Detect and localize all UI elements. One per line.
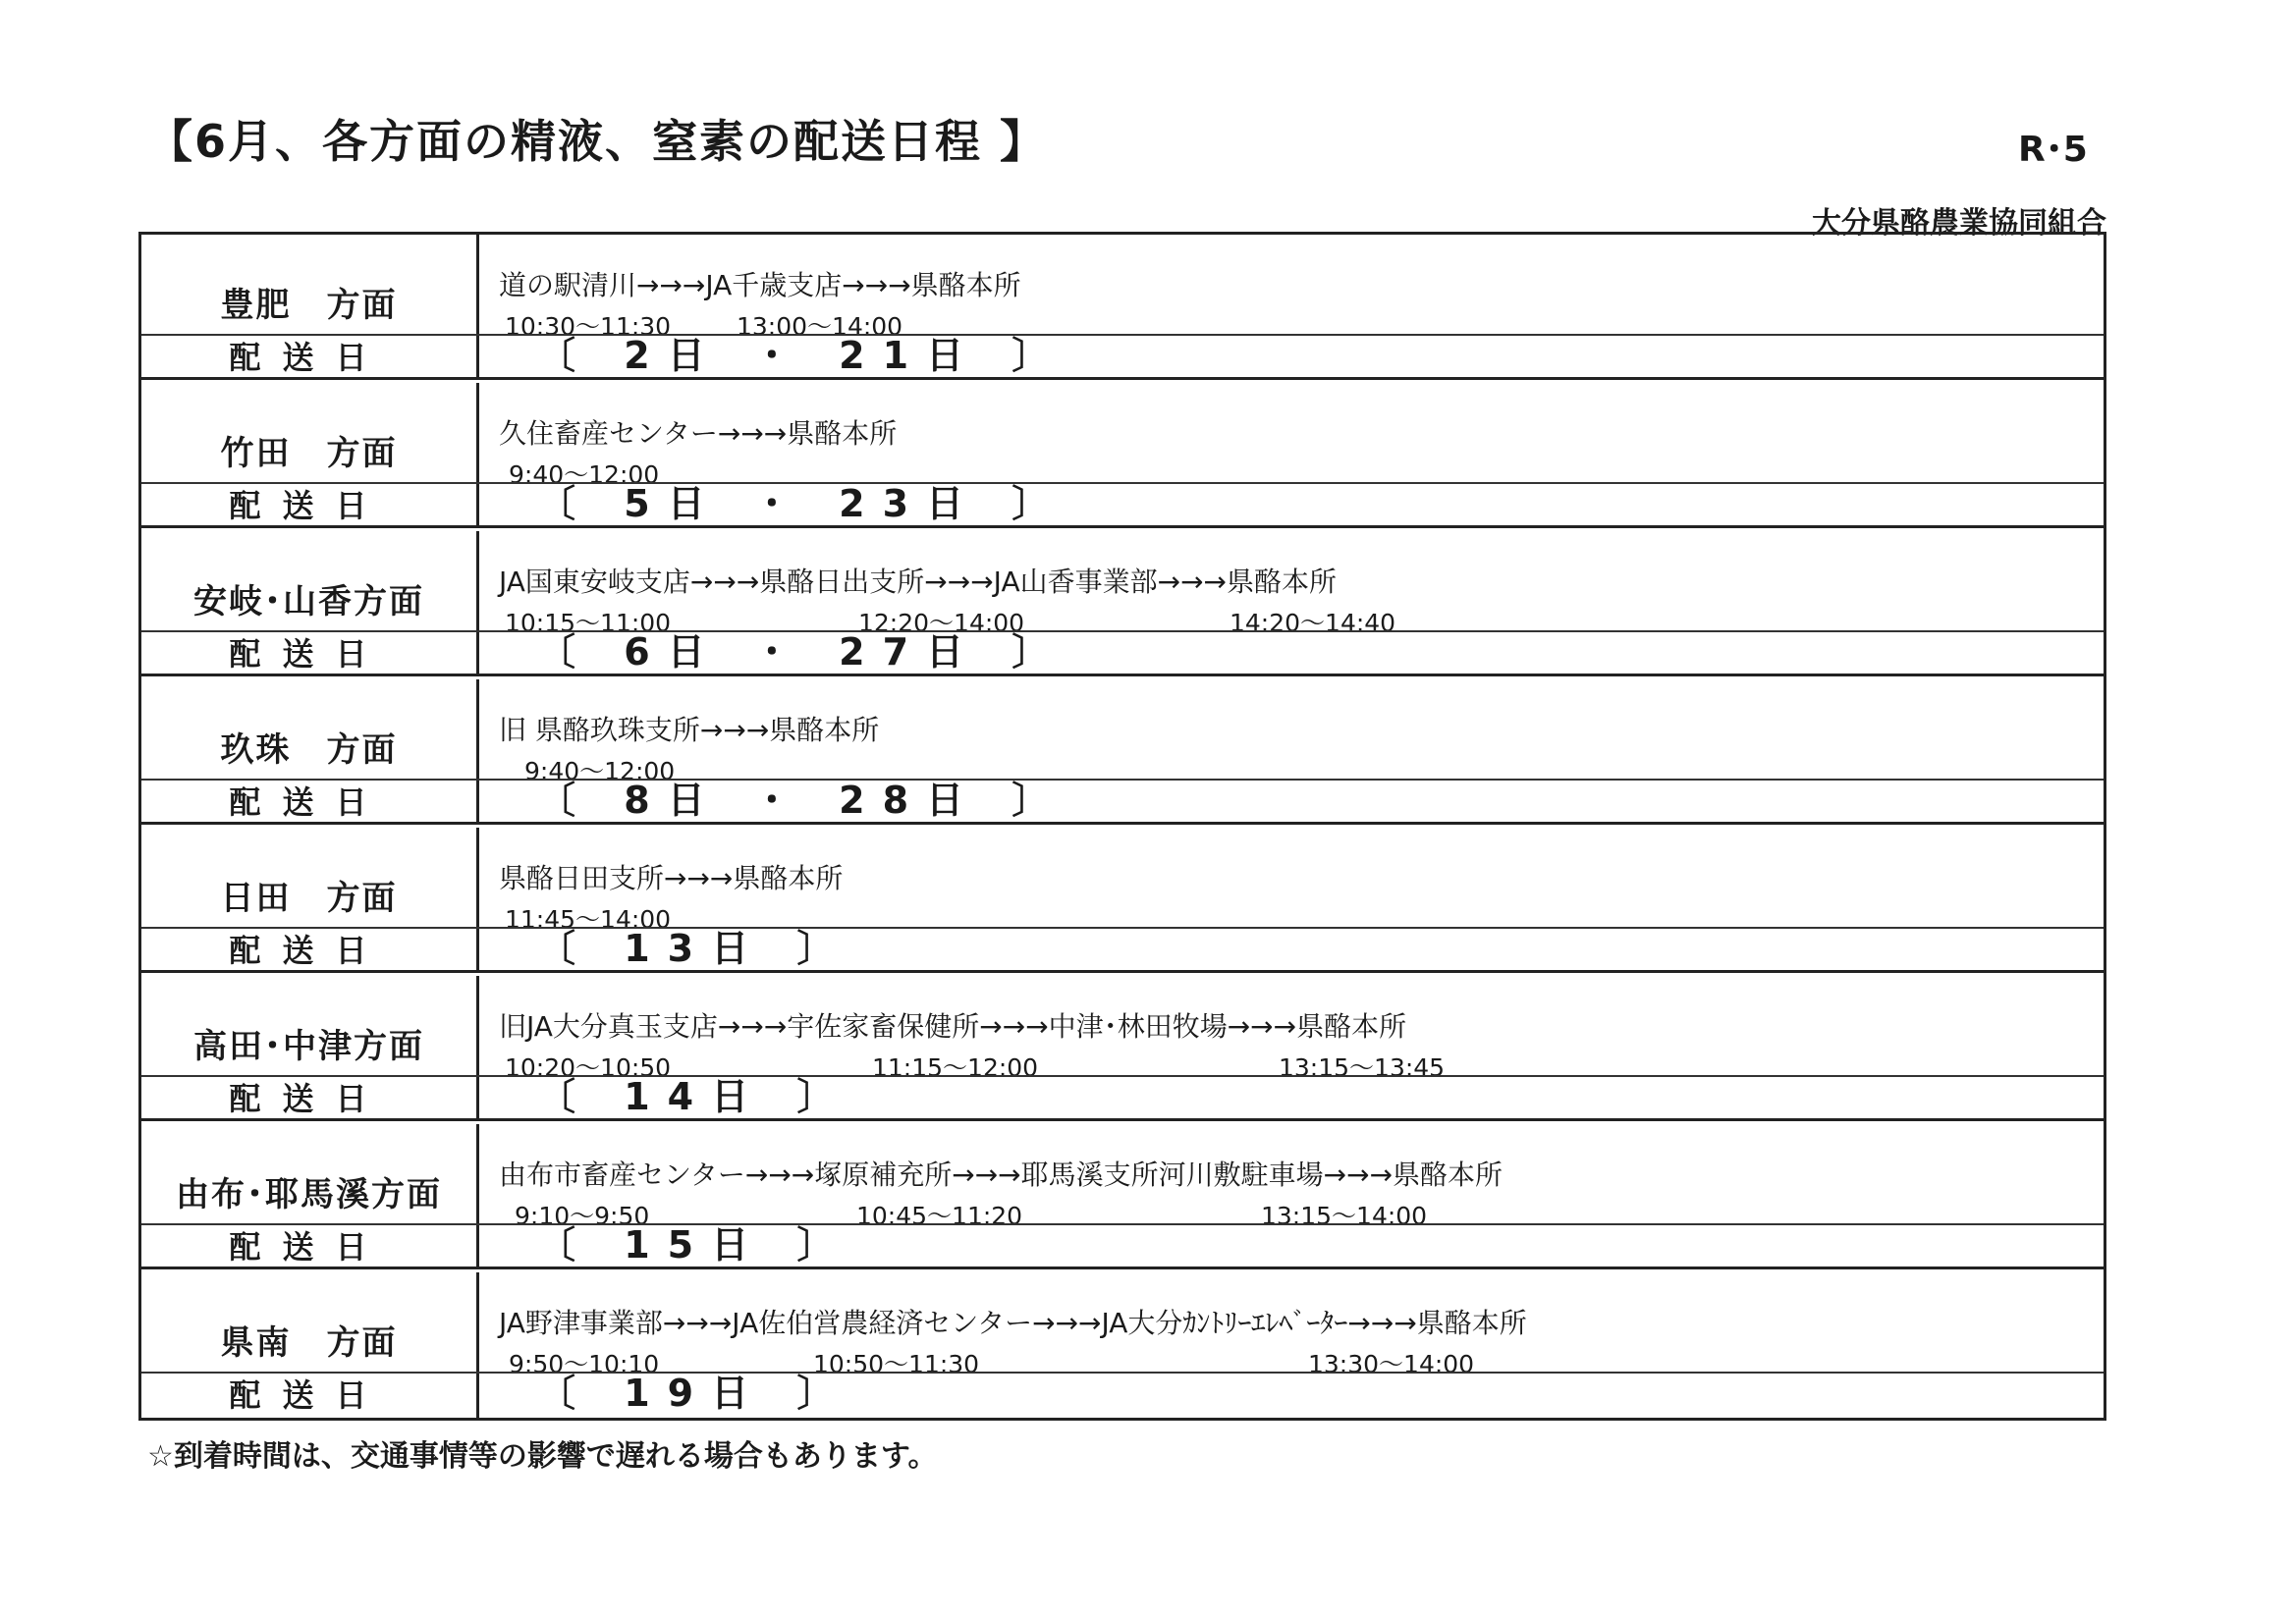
arrival-time: 10:45～11:20 (856, 1202, 1023, 1230)
route-text: 県酪日田支所→→→県酪本所 (499, 862, 844, 894)
delivery-dates: 〔 19日 〕 (538, 1372, 852, 1415)
delivery-dates: 〔 15日 〕 (538, 1223, 852, 1267)
region-label-cell (141, 679, 479, 822)
region-label-cell (141, 1124, 479, 1267)
arrival-time: 9:10～9:50 (515, 1202, 650, 1230)
arrival-time: 13:00～14:00 (737, 312, 903, 341)
route-text: 由布市畜産センター→→→塚原補充所→→→耶馬溪支所河川敷駐車場→→→県酪本所 (499, 1159, 1503, 1191)
arrival-time: 13:15～13:45 (1279, 1053, 1446, 1082)
delivery-dates-cell (479, 927, 2104, 970)
region-name: 竹田 方面 (220, 434, 398, 473)
delivery-dates: 〔 5日 ・ 23日 〕 (538, 482, 1067, 525)
arrival-time: 9:40～12:00 (524, 757, 676, 785)
route-text: 道の駅清川→→→JA千歳支店→→→県酪本所 (499, 269, 1021, 301)
arrival-time: 10:20～10:50 (505, 1053, 672, 1082)
region-name: 安岐･山香方面 (193, 582, 424, 621)
route-cell (479, 235, 2104, 341)
arrival-time: 14:20～14:40 (1230, 609, 1396, 637)
delivery-date-label: 配送日 (229, 783, 389, 821)
region-label-cell (141, 976, 479, 1118)
delivery-dates: 〔 13日 〕 (538, 927, 852, 970)
delivery-date-label: 配送日 (229, 487, 389, 524)
route-cell (479, 976, 2104, 1082)
region-row-hita (141, 828, 2104, 973)
arrival-time: 10:15～11:00 (505, 609, 672, 637)
document-number: R･5 (2018, 130, 2088, 170)
region-label-cell (141, 383, 479, 525)
delivery-schedule-table (138, 232, 2106, 1421)
region-name: 由布･耶馬溪方面 (176, 1175, 442, 1214)
route-cell (479, 531, 2104, 637)
route-text: 旧 県酪玖珠支所→→→県酪本所 (499, 714, 880, 746)
region-row-taketa (141, 383, 2104, 528)
arrival-time: 10:30～11:30 (505, 312, 672, 341)
route-cell (479, 679, 2104, 785)
region-label-cell (141, 828, 479, 970)
delivery-date-label: 配送日 (229, 932, 389, 969)
delivery-dates-cell (479, 779, 2104, 822)
delivery-dates: 〔 6日 ・ 27日 〕 (538, 630, 1067, 674)
delivery-date-label: 配送日 (229, 1080, 389, 1117)
delivery-dates-cell (479, 1223, 2104, 1267)
footnote: ☆到着時間は、交通事情等の影響で遅れる場合もあります。 (147, 1439, 938, 1474)
region-name: 日田 方面 (220, 879, 398, 918)
arrival-time: 9:40～12:00 (509, 460, 660, 489)
page-title: 【6月、各方面の精液、窒素の配送日程 】 (147, 115, 1048, 168)
delivery-dates-cell (479, 1372, 2104, 1415)
region-row-bungo-ono (141, 235, 2104, 380)
delivery-dates-cell (479, 482, 2104, 525)
region-label-cell (141, 1272, 479, 1418)
arrival-time: 12:20～14:00 (858, 609, 1025, 637)
region-label-cell (141, 235, 479, 377)
region-row-kennan (141, 1272, 2104, 1418)
route-cell (479, 828, 2104, 934)
route-cell (479, 1272, 2104, 1378)
route-text: 旧JA大分真玉支店→→→宇佐家畜保健所→→→中津･林田牧場→→→県酪本所 (499, 1010, 1407, 1043)
delivery-dates: 〔 2日 ・ 21日 〕 (538, 334, 1067, 377)
route-cell (479, 1124, 2104, 1230)
arrival-time: 9:50～10:10 (509, 1350, 660, 1378)
region-name: 県南 方面 (220, 1323, 398, 1363)
delivery-dates-cell (479, 334, 2104, 377)
delivery-dates: 〔 8日 ・ 28日 〕 (538, 779, 1067, 822)
region-row-kusu (141, 679, 2104, 825)
arrival-time: 11:45～14:00 (505, 905, 672, 934)
region-name: 高田･中津方面 (193, 1027, 424, 1066)
region-row-takada-nakatsu (141, 976, 2104, 1121)
route-cell (479, 383, 2104, 489)
organization-name: 大分県酪農業協同組合 (1812, 206, 2106, 241)
region-label-cell (141, 531, 479, 674)
delivery-date-label: 配送日 (229, 1376, 389, 1414)
delivery-date-label: 配送日 (229, 1228, 389, 1266)
delivery-date-label: 配送日 (229, 635, 389, 673)
arrival-time: 11:15～12:00 (872, 1053, 1039, 1082)
region-name: 玖珠 方面 (220, 730, 398, 770)
delivery-dates-cell (479, 1075, 2104, 1118)
region-name: 豊肥 方面 (220, 286, 398, 325)
delivery-date-label: 配送日 (229, 339, 389, 376)
region-row-yufu-yabakei (141, 1124, 2104, 1269)
arrival-time: 13:15～14:00 (1261, 1202, 1428, 1230)
route-text: JA野津事業部→→→JA佐伯営農経済センター→→→JA大分ｶﾝﾄﾘｰｴﾚﾍﾞｰﾀｰ→→→県酪本所 (499, 1307, 1527, 1339)
region-row-aki-yamaga (141, 531, 2104, 676)
route-text: JA国東安岐支店→→→県酪日出支所→→→JA山香事業部→→→県酪本所 (499, 566, 1337, 598)
arrival-time: 13:30～14:00 (1308, 1350, 1475, 1378)
route-text: 久住畜産センター→→→県酪本所 (499, 417, 898, 450)
delivery-dates-cell (479, 630, 2104, 674)
arrival-time: 10:50～11:30 (813, 1350, 980, 1378)
delivery-dates: 〔 14日 〕 (538, 1075, 852, 1118)
